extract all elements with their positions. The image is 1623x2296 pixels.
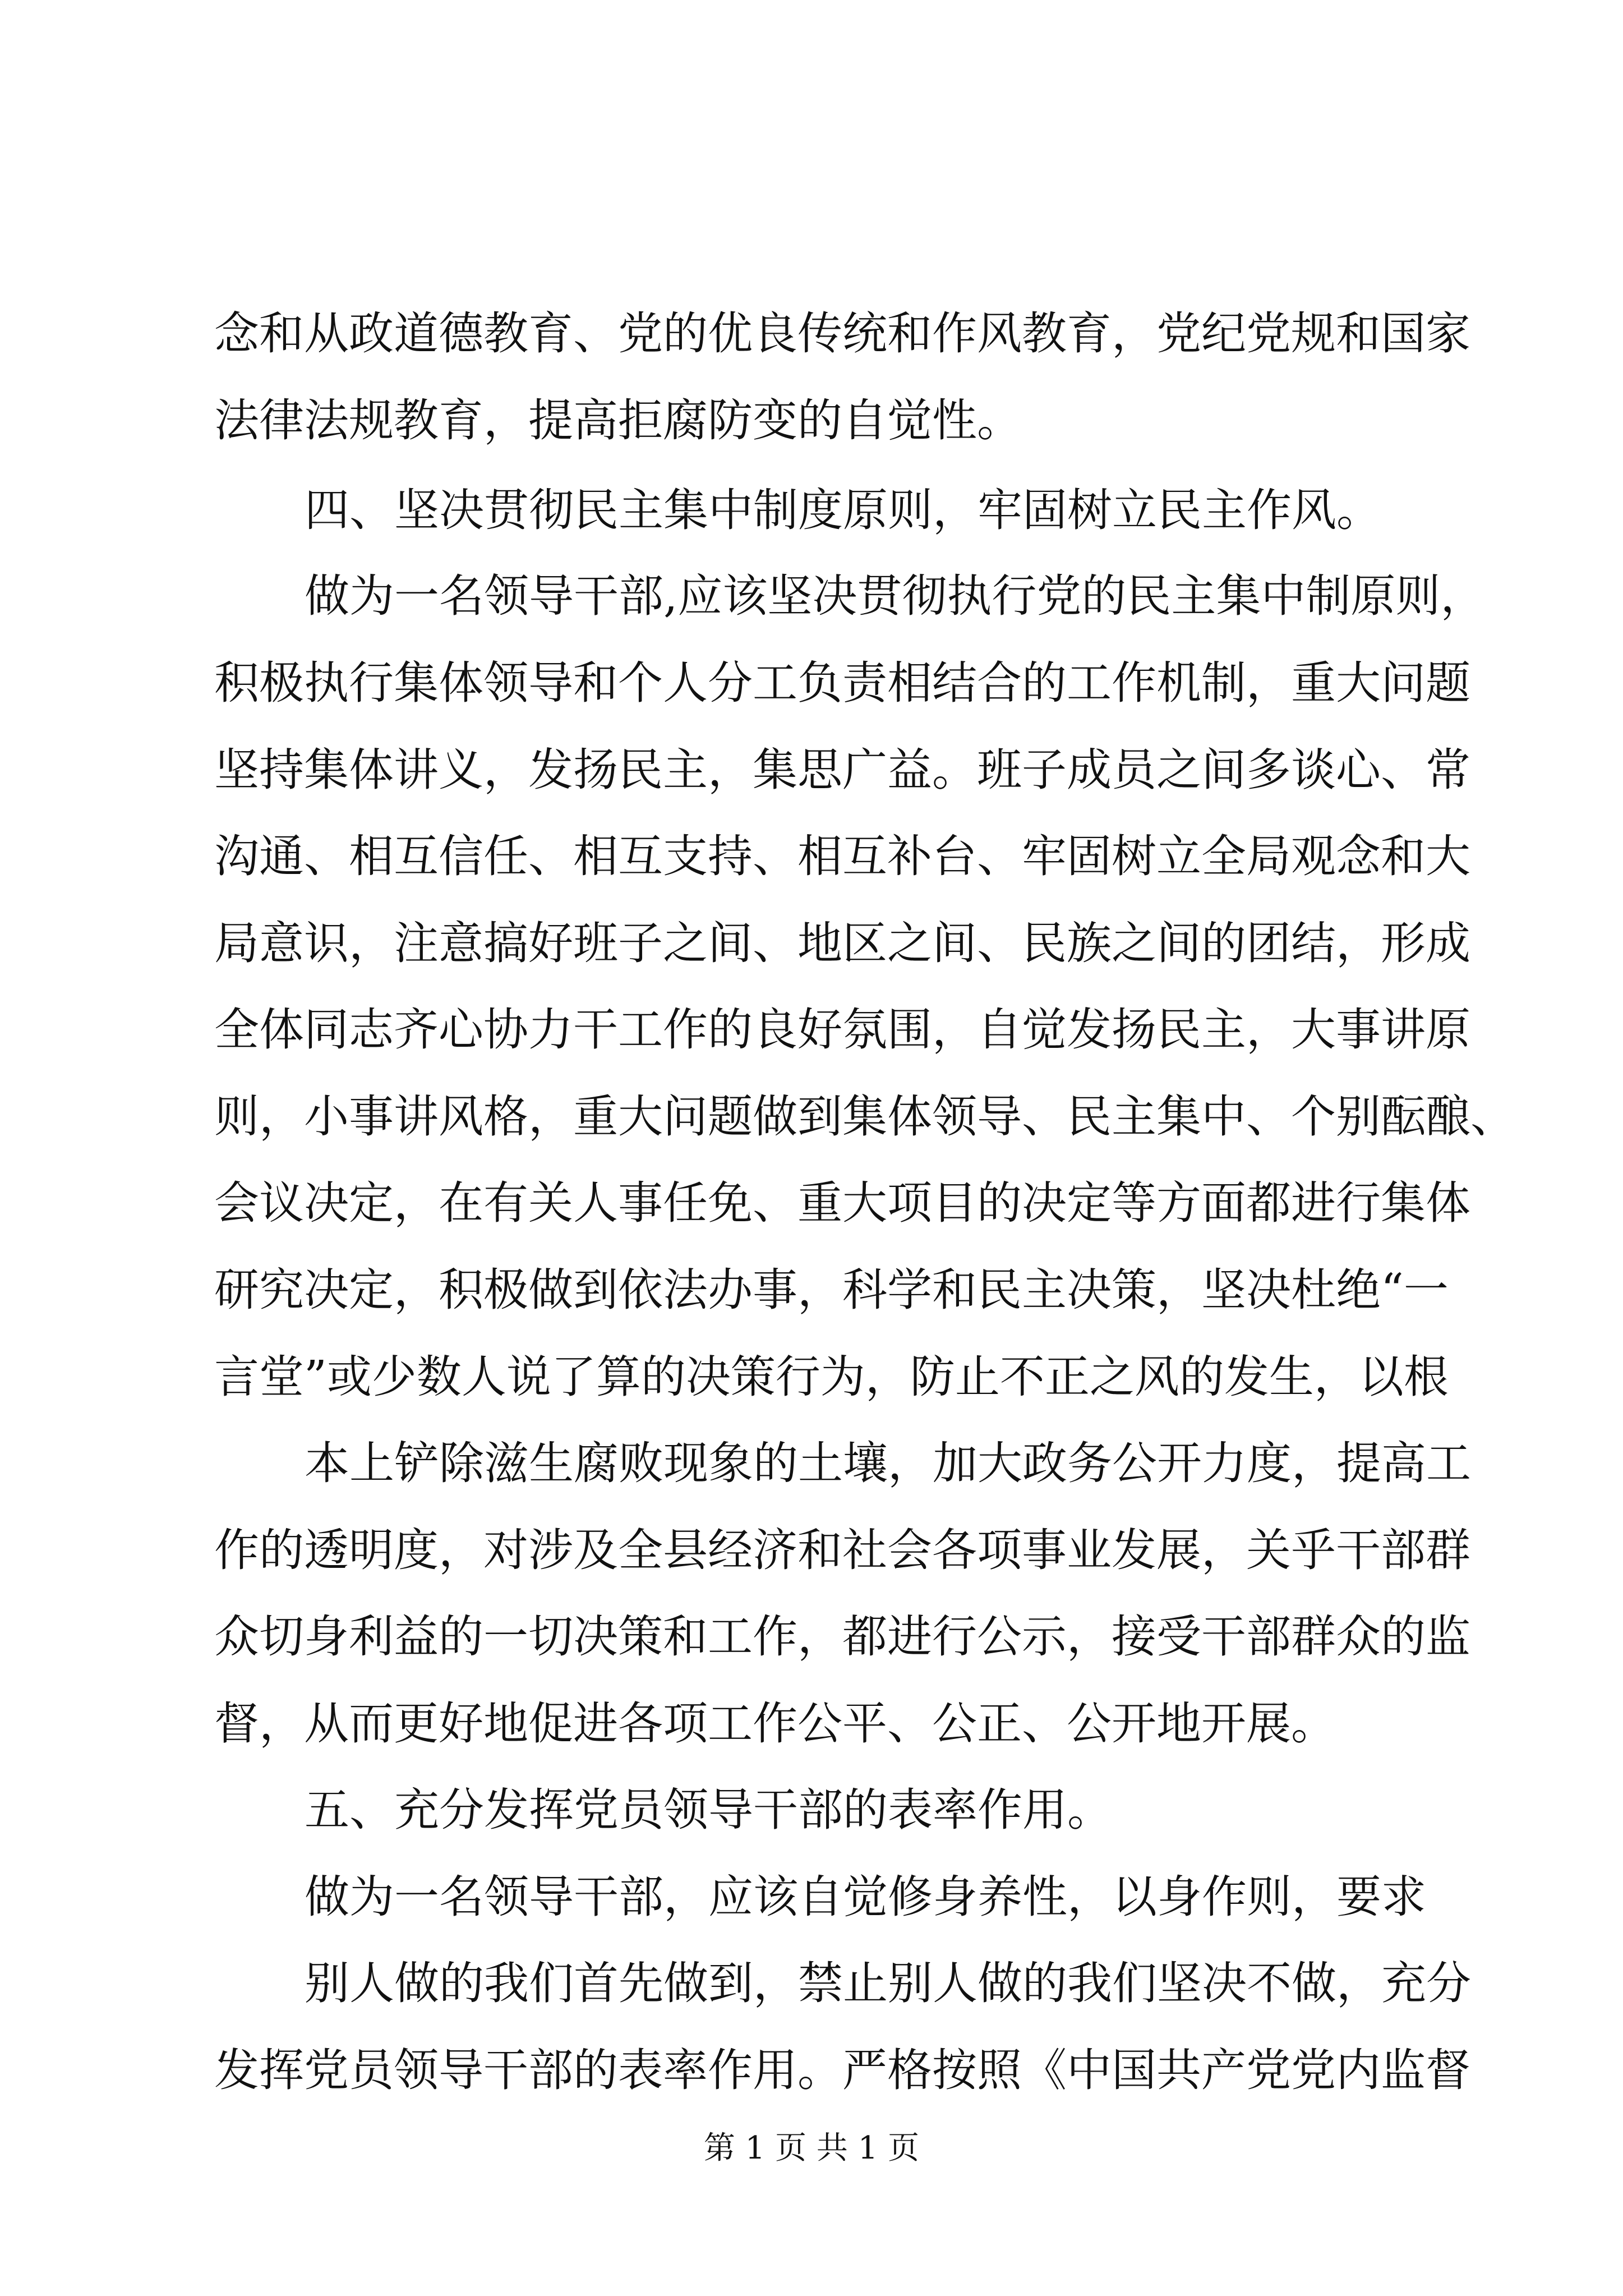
text-line: 做为一名领导干部，应该自觉修身养性，以身作则，要求: [305, 1871, 1426, 1923]
text-line: 坚持集体讲义，发扬民主，集思广益。班子成员之间多谈心、常: [214, 744, 1470, 796]
text-line: 言堂”或少数人说了算的决策行为，防止不正之风的发生，以根: [214, 1351, 1449, 1403]
text-line: 作的透明度，对涉及全县经济和社会各项事业发展，关乎干部群: [214, 1524, 1470, 1576]
text-line: 众切身利益的一切决策和工作，都进行公示，接受干部群众的监: [214, 1611, 1470, 1663]
text-line: 研究决定，积极做到依法办事，科学和民主决策，坚决杜绝“一: [214, 1264, 1449, 1316]
text-line: 局意识，注意搞好班子之间、地区之间、民族之间的团结，形成: [214, 917, 1470, 969]
text-line: 全体同志齐心协力干工作的良好氛围，自觉发扬民主，大事讲原: [214, 1004, 1470, 1056]
text-line: 会议决定，在有关人事任免、重大项目的决定等方面都进行集体: [214, 1177, 1470, 1229]
section-heading: 五、充分发挥党员领导干部的表率作用。: [305, 1784, 1112, 1836]
text-line: 沟通、相互信任、相互支持、相互补台、牢固树立全局观念和大: [214, 830, 1470, 882]
text-line: 法律法规教育，提高拒腐防变的自觉性。: [214, 394, 1022, 447]
text-line: 念和从政道德教育、党的优良传统和作风教育，党纪党规和国家: [214, 307, 1470, 360]
text-line: 做为一名领导干部,应该坚决贯彻执行党的民主集中制原则，: [305, 570, 1486, 622]
text-line: 发挥党员领导干部的表率作用。严格按照《中国共产党党内监督: [214, 2044, 1470, 2096]
text-line: 积极执行集体领导和个人分工负责相结合的工作机制，重大问题: [214, 657, 1470, 709]
text-line: 本上铲除滋生腐败现象的土壤，加大政务公开力度，提高工: [305, 1437, 1471, 1489]
section-heading: 四、坚决贯彻民主集中制度原则，牢固树立民主作风。: [305, 484, 1381, 536]
text-line: 督，从而更好地促进各项工作公平、公正、公开地开展。: [214, 1697, 1336, 1750]
text-line: 则，小事讲风格，重大问题做到集体领导、民主集中、个别酝酿、: [214, 1091, 1515, 1143]
page-number-footer: 第 1 页 共 1 页: [703, 2130, 920, 2166]
text-line: 别人做的我们首先做到，禁止别人做的我们坚决不做，充分: [305, 1957, 1471, 2009]
